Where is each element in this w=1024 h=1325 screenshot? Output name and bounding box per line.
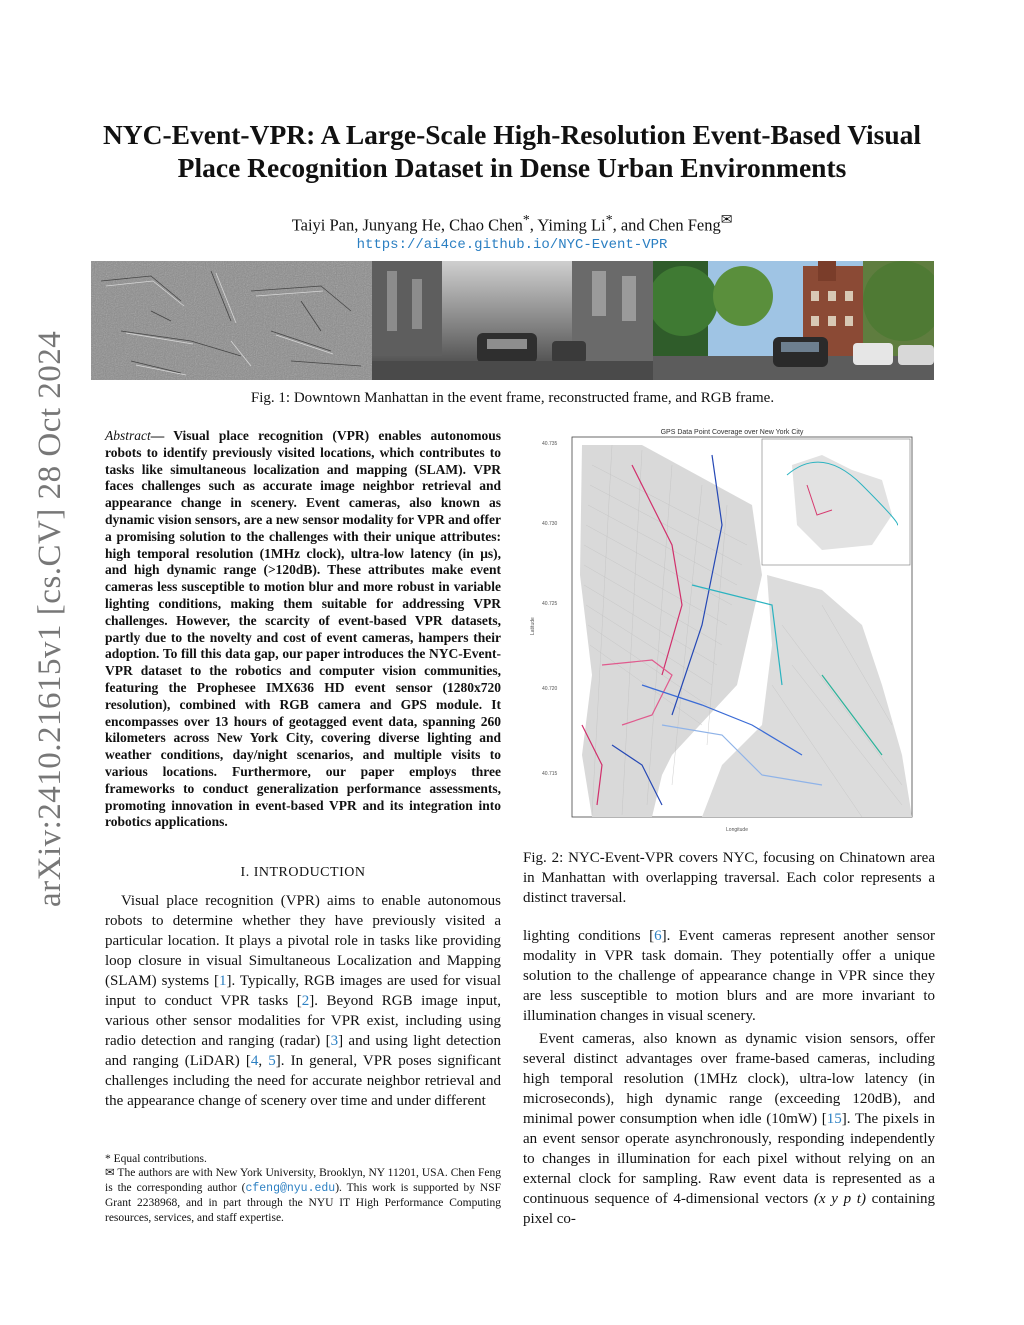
- reconstructed-frame-image: [372, 261, 653, 380]
- map-title: GPS Data Point Coverage over New York City: [660, 429, 804, 436]
- author-list: Taiyi Pan, Junyang He, Chao Chen*, Yiming Li*, and Chen Feng✉: [291, 212, 733, 235]
- author: Chao Chen: [449, 215, 523, 235]
- body-paragraph: [523, 1029, 935, 1229]
- paper-title: NYC-Event-VPR: A Large-Scale High-Resolution Event-Based Visual Place Recognition Dataset in Dense Urban Environments: [102, 119, 922, 183]
- text-run: ]. The pixels in an event sensor operate asynchronously, responding independently to changes in illumination for each pixel without relying on an external clock for sampling. Raw event data is represented as a continuous sequence of 4-dimensional vectors: [523, 1111, 936, 1207]
- text-run: ]. Event cameras represent another sensor modality in VPR task domain. They potentially offer a unique solution to the challenge of appearance change in VPR since they are less susceptible to motion blurs and are more invariant to illumination changes in visual scenery.: [523, 928, 935, 1024]
- svg-text:40.735: 40.735: [542, 441, 558, 447]
- author: and Chen Feng: [620, 215, 721, 235]
- svg-text:40.725: 40.725: [542, 601, 558, 607]
- equal-contribution-mark: *: [522, 212, 530, 227]
- email-link[interactable]: cfeng@nyu.edu: [245, 1181, 336, 1195]
- event-vector: (x y p t): [813, 1191, 866, 1207]
- footnote-equal-contribution: * Equal contributions.: [105, 1153, 207, 1165]
- y-axis-label: Latitude: [530, 617, 536, 635]
- text-run: ✉ The authors are with New York University, Brooklyn, NY 11201, USA. Chen Feng is the corresponding author (: [105, 1167, 501, 1194]
- project-link[interactable]: https://ai4ce.github.io/NYC-Event-VPR: [356, 237, 668, 253]
- text-run: lighting conditions [: [523, 928, 655, 944]
- text-run: Visual place recognition (VPR) aims to enable autonomous robots to determine whether they have previously visited a particular location. It plays a pivotal role in tasks like providing loop closure in visual Simultaneous Localization and Mapping (SLAM) systems [: [105, 893, 501, 989]
- rgb-frame-image: [653, 261, 934, 380]
- svg-text:40.715: 40.715: [542, 771, 558, 777]
- svg-text:40.720: 40.720: [542, 686, 558, 692]
- event-frame-image: [91, 261, 372, 380]
- arxiv-identifier: arXiv:2410.21615v1 [cs.CV] 28 Oct 2024: [32, 330, 68, 907]
- citation-link[interactable]: 4: [250, 1053, 259, 1069]
- body-paragraph: [523, 926, 935, 1026]
- text-run: ]. Typically, RGB images are used for visual input to conduct VPR tasks [: [105, 973, 502, 1009]
- x-axis-label: Longitude: [726, 827, 748, 833]
- figure-1-caption: Fig. 1: Downtown Manhattan in the event frame, reconstructed frame, and RGB frame.: [250, 390, 775, 406]
- text-run: ]. In general, VPR poses significant challenges including the need for accurate neighbor retrieval and the appearance change of scenery over time and under different: [105, 1053, 501, 1109]
- text-run: Event cameras, also known as dynamic vision sensors, offer several distinct advantages over frame-based cameras, including high temporal resolution (1MHz clock), ultra-low latency (in microseconds), high dynamic range (exceeding 120dB), and minimal power consumption when idle (10mW) [: [523, 1031, 935, 1127]
- envelope-icon: ✉: [720, 212, 733, 227]
- citation-link[interactable]: 15: [826, 1111, 842, 1127]
- svg-text:40.730: 40.730: [542, 521, 558, 527]
- author: Junyang He,: [362, 215, 445, 235]
- figure-2: [522, 425, 934, 835]
- equal-contribution-mark: *: [605, 212, 613, 227]
- citation-link[interactable]: 2: [301, 993, 310, 1009]
- footnotes: [105, 1152, 501, 1225]
- text-run: ] and using light detection and ranging (LiDAR) [: [105, 1033, 501, 1069]
- text-run: containing pixel co-: [523, 1191, 935, 1227]
- text-run: ). This work is supported by NSF Grant 2238968, and in part through the NYU IT High Performance Computing resources, services, and staff expertise.: [105, 1181, 502, 1224]
- citation-link[interactable]: 1: [219, 973, 227, 989]
- figure-1: [91, 261, 934, 380]
- citation-link[interactable]: 6: [654, 928, 662, 944]
- footnote-affiliation: [105, 1166, 501, 1225]
- figure-2-caption: Fig. 2: NYC-Event-VPR covers NYC, focusing on Chinatown area in Manhattan with overlapping traversal. Each color represents a distinct traversal.: [523, 850, 935, 906]
- citation-link[interactable]: 5: [268, 1053, 276, 1069]
- abstract-text: — Visual place recognition (VPR) enables autonomous robots to identify previously visited locations, which contributes to tasks like simultaneous localization and mapping (SLAM). VPR faces challenges such as accurate image neighbor retrieval and appearance change in scenery. Event cameras, also known as dynamic vision sensors, are a new sensor modality for VPR and offer a promising solution to the challenges with their unique attributes: high temporal resolution (1MHz clock), ultra-low latency (in μs), and high dynamic range (>120dB). These attributes make event cameras less susceptible to motion blur and more robust in variable lighting conditions, making them suitable for addressing VPR challenges. However, the scarcity of event-based VPR datasets, partly due to the novelty and cost of event cameras, hampers their adoption. To fill this data gap, our paper introduces the NYC-Event-VPR dataset to the robotics and computer vision communities, featuring the Prophesee IMX636 HD event sensor (1280x720 resolution), combined with RGB camera and GPS module. It encompasses over 13 hours of geotagged event data, spanning 260 kilometers across New York City, covering diverse lighting and weather conditions, day/night scenarios, and multiple visits to various locations. Furthermore, our paper employs three frameworks to conduct generalization performance assessments, promoting innovation in event-based VPR and its integration into robotics applications.: [105, 428, 501, 830]
- text-run: ]. Beyond RGB image input, various other sensor modalities for VPR exist, including using radio detection and ranging (radar) [: [105, 993, 501, 1049]
- section-heading-introduction: I. INTRODUCTION: [240, 865, 366, 880]
- citation-link[interactable]: 3: [330, 1033, 339, 1049]
- introduction-paragraph: Visual place recognition (VPR) aims to enable autonomous robots to determine whether they have previously visited a particular location. It plays a pivotal role in tasks like providing loop closure in visual Simultaneous Localization and Mapping (SLAM) systems [1]. Typically, RGB images are used for visual input to conduct VPR tasks [2]. Beyond RGB image input, various other sensor modalities for VPR exist, including using radio detection and ranging (radar) [3] and using light detection and ranging (LiDAR) [4, 5]. In general, VPR poses significant challenges including the need for accurate neighbor retrieval and the appearance change of scenery over time and under different: [105, 893, 502, 1109]
- abstract-label: Abstract: [105, 428, 151, 443]
- abstract: [105, 428, 501, 831]
- author: Yiming Li: [537, 215, 606, 235]
- author: Taiyi Pan,: [291, 215, 359, 235]
